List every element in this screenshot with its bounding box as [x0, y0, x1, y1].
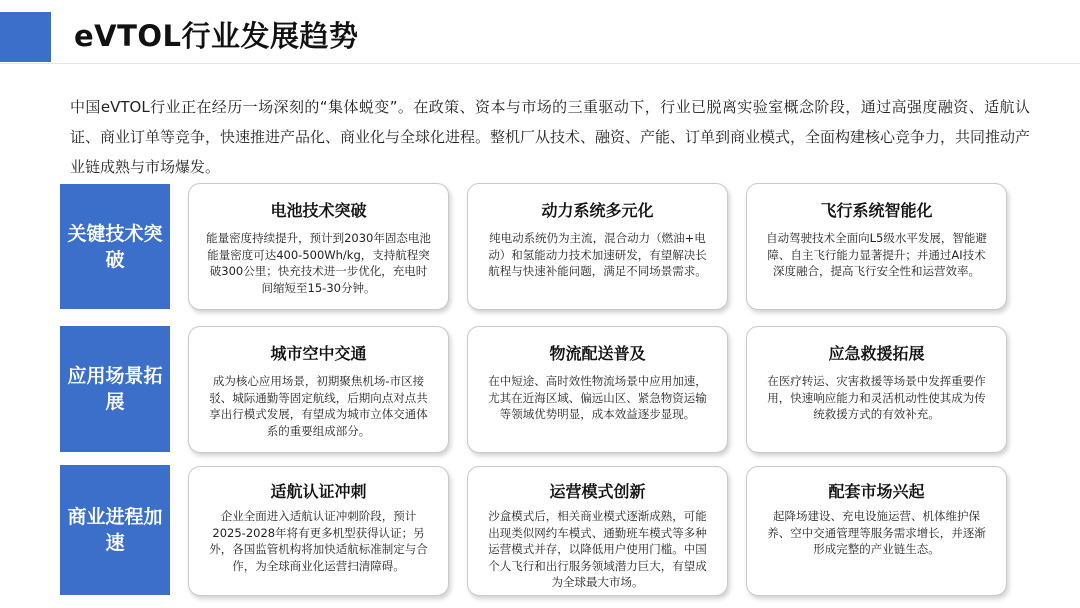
card-flight-intelligence: [746, 183, 1007, 310]
card-logistics: [467, 326, 728, 453]
card-battery-tech: [188, 183, 449, 310]
card-title: 动力系统多元化: [541, 201, 654, 220]
card-title: 应急救援拓展: [828, 344, 925, 363]
card-power-system: [467, 183, 728, 310]
card-title: 飞行系统智能化: [820, 201, 933, 220]
card-body: 自动驾驶技术全面向L5级水平发展，智能避障、自主飞行能力显著提升；并通过AI技术深度融合，提高飞行安全性和运营效率。: [766, 231, 987, 278]
card-title: 电池技术突破: [270, 201, 367, 220]
card-body: 沙盒模式后，相关商业模式逐渐成熟，可能出现类似网约车模式、通勤班车模式等多种运营模式并存，以降低用户使用门槛。中国个人飞行和出行服务领域潜力巨大，有望成为全球最大市场。: [488, 509, 707, 589]
card-body: 在医疗转运、灾害救援等场景中发挥重要作用，快速响应能力和灵活机动性使其成为传统救援方式的有效补充。: [767, 374, 986, 421]
row-label-commercialization: 商业进程加速: [60, 465, 170, 595]
row-label-applications: 应用场景拓展: [60, 326, 170, 452]
card-body: 成为核心应用场景，初期聚焦机场-市区接驳、城际通勤等固定航线，后期向点对点共享出行模式发展，有望成为城市立体交通体系的重要组成部分。: [209, 374, 428, 438]
card-airworthiness: [188, 466, 449, 596]
card-title: 配套市场兴起: [828, 482, 925, 501]
title-divider: [0, 63, 1080, 64]
title-accent-bar: [0, 12, 51, 62]
intro-paragraph: 中国eVTOL行业正在经历一场深刻的“集体蜕变”。在政策、资本与市场的三重驱动下，行业已脱离实验室概念阶段，通过高强度融资、适航认证、商业订单等竞争，快速推进产品化、商业化与全球化进程。整机厂从技术、融资、产能、订单到商业模式，全面构建核心竞争力，共同推动产业链成熟与市场爆发。: [70, 98, 1031, 176]
card-body: 在中短途、高时效性物流场景中应用加速，尤其在近海区域、偏远山区、紧急物资运输等领域优势明显，成本效益逐步显现。: [488, 374, 707, 421]
card-business-model: [467, 466, 728, 596]
card-title: 物流配送普及: [549, 344, 646, 363]
card-body: 企业全面进入适航认证冲刺阶段，预计2025-2028年将有更多机型获得认证；另外，各国监管机构将加快适航标准制定与合作，为全球商业化运营扫清障碍。: [209, 509, 428, 573]
row-label-key-tech: 关键技术突破: [60, 184, 170, 309]
card-body: 纯电动系统仍为主流，混合动力（燃油+电动）和氢能动力技术加速研发，有望解决长航程与快速补能问题，满足不同场景需求。: [488, 231, 707, 278]
card-supporting-market: [746, 466, 1007, 596]
card-title: 运营模式创新: [549, 482, 646, 501]
card-title: 适航认证冲刺: [270, 482, 367, 501]
card-body: 能量密度持续提升，预计到2030年固态电池能量密度可达400-500Wh/kg，支持航程突破300公里；快充技术进一步优化，充电时间缩短至15-30分钟。: [206, 231, 431, 295]
card-emergency-rescue: [746, 326, 1007, 453]
card-title: 城市空中交通: [270, 344, 367, 363]
card-urban-air-mobility: [188, 326, 449, 453]
page-title: eVTOL行业发展趋势: [74, 19, 359, 53]
card-body: 起降场建设、充电设施运营、机体维护保养、空中交通管理等服务需求增长，并逐渐形成完整的产业链生态。: [767, 509, 986, 556]
